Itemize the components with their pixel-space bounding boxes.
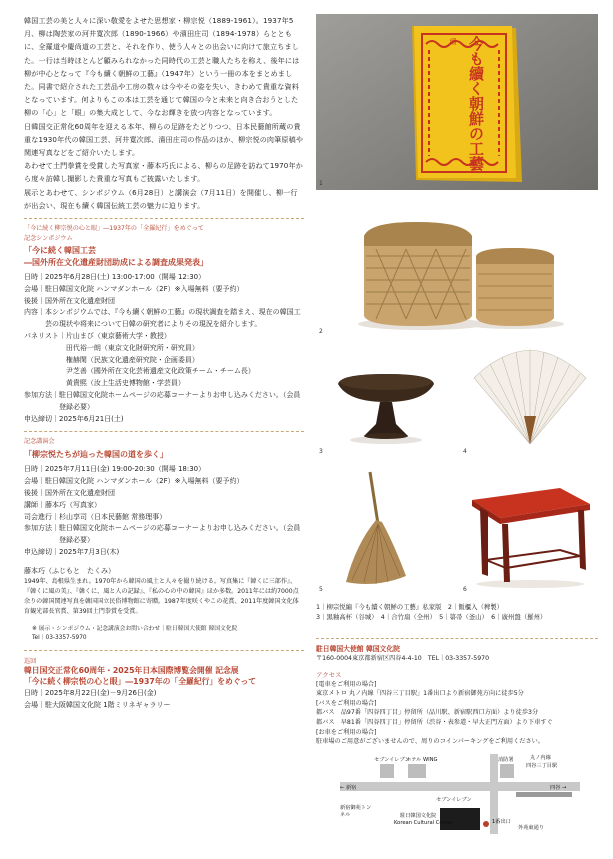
value: 本シンポジウムでは、『今も續く朝鮮の工藝』の現状調査を踏まえ、現在の韓国工芸の現状や将来について日韓の研究者によりその現況を紹介します。 xyxy=(45,308,301,329)
value: 2025年7月3日(木) xyxy=(59,547,120,556)
divider xyxy=(24,218,304,219)
label: 講師｜ xyxy=(24,500,45,509)
book-small-text: 續 xyxy=(449,38,457,45)
photo-number-5: 5 xyxy=(319,586,323,593)
panelist: 片山まび（東京藝術大学・教授） xyxy=(65,332,171,341)
tour-date xyxy=(24,688,304,700)
symposium-panelists xyxy=(24,331,304,390)
panelist: 権赫閑（民族文化遺産研究院・企画委員） xyxy=(65,355,199,364)
intro-paragraph: 韓国工芸の美と人々に深い敬愛をよせた思想家・柳宗悦（1889-1961）。1937年5月、柳は陶芸家の河井寛次郎（1890-1966）や濱田庄司（1894-1978）らとともに、全羅道や慶尚道の工芸と、それを作り、使う人々との出会いに向けて旅立ちました。一行は当時ほとんど顧みられなかった同時代の工芸と職人たちを称え、後年には柳が中心となって『今も續く朝鮮の工藝』（1947年）という一冊の本をまとめました。同書で紹介された工芸品や工房の数々は今やその姿を失い、きわめて貴重な資料となっています。何よりもこの本は工芸を通じて韓国の今と未来と向き合おうとした柳の「心」と「眼」の集大成として、今なお輝きを放つ内容となっています。 xyxy=(24,16,300,118)
value: 駐日韓国文化院 ハンマダンホール（2F）※入場無料（要予約） xyxy=(45,477,244,486)
bus-heading: [バスをご利用の場合] xyxy=(316,699,377,707)
symposium-title-line1: 「今に続く韓国工芸 xyxy=(24,246,96,256)
value: 2025年8月22日(金)－9月26日(金) xyxy=(45,688,157,697)
tour-venue xyxy=(24,700,304,712)
access-map xyxy=(340,754,580,834)
venue-address: 〒160-0004東京都新宿区四谷4-4-10 TEL｜03-3357-5970 xyxy=(316,655,490,662)
panelist: 尹芝善（國外所在文化芸術遺産文化政策チーム・チーム長） xyxy=(65,367,255,376)
divider xyxy=(24,650,304,651)
tour-title-line2: 「今に続く柳宗悦の心と眼」―1937年の「全羅紀行」をめぐって xyxy=(24,677,257,687)
symposium-venue xyxy=(24,284,304,296)
bus-info-1: 都バス 品97番「四谷四丁目」停留所（品川駅、新宿駅西口方面）より徒歩3分 xyxy=(316,709,539,717)
fan-illustration xyxy=(460,344,598,456)
book-title: 今も續く朝鮮の工藝 xyxy=(467,36,485,171)
train-heading: [電車をご利用の場合] xyxy=(316,680,377,688)
label: 申込締切｜ xyxy=(24,547,59,556)
table-illustration xyxy=(460,464,598,594)
tour-label: 巡回 xyxy=(24,657,37,665)
left-column xyxy=(24,14,304,711)
label: 参加方法｜ xyxy=(24,391,59,400)
symposium-title-line2: ―国外所在文化遺産財団助成による調査成果発表」 xyxy=(24,257,208,267)
map-label: 外苑東通り xyxy=(518,825,544,831)
symposium-pre2: 記念シンポジウム xyxy=(24,234,73,242)
value: 駐日韓国文化院 ハンマダンホール（2F）※入場無料（要予約） xyxy=(45,284,244,293)
label: 内容｜ xyxy=(24,308,45,317)
label: 後援｜ xyxy=(24,489,45,497)
photo-number-6: 6 xyxy=(463,586,467,593)
label: 会場｜ xyxy=(24,284,45,293)
map-label: セブンイレブン xyxy=(436,797,472,803)
contact-tel: Tel｜03-3357-5970 xyxy=(32,635,87,642)
label: 日時｜ xyxy=(24,273,45,282)
panelist: 田代裕一朗（東京文化財研究所・研究員） xyxy=(65,343,199,352)
label: 後援｜ xyxy=(24,296,45,305)
lecture-speaker xyxy=(24,500,304,512)
intro-paragraph: 展示とあわせて、シンポジウム（6月28日）と講演会（7月11日）を開催し、柳一行が出会い、現在も續く韓国伝統工芸の魅力に迫ります。 xyxy=(24,187,298,210)
label: パネリスト｜ xyxy=(24,332,66,341)
photo-number-3: 3 xyxy=(319,448,323,455)
map-label: Korean Cultural Center xyxy=(394,820,454,826)
label: 司会進行｜ xyxy=(24,512,59,521)
value: 国外所在文化遺産財団 xyxy=(45,489,115,497)
photo-tray-table xyxy=(460,464,598,594)
intro-paragraph: あわせて土門拳賞を受賞した写真家・藤本巧氏による、柳らの足跡を訪ねて1970年から度々訪韓し撮影した貴重な写真もご披露いたします。 xyxy=(24,161,303,184)
value: 駐日韓国文化院ホームページの応募コーナーよりお申し込みください。（会員登録必要） xyxy=(59,391,301,411)
photo-number-2: 2 xyxy=(319,328,323,335)
train-info: 東京メトロ 丸ノ内線「四谷三丁目駅」1番出口より新宿御苑方向に徒歩5分 xyxy=(316,690,524,698)
photo-stem-bowl xyxy=(316,344,454,456)
caption-line: 3｜黒釉高杯（谷城） 4｜合竹扇（全州） 5｜箒帚（釜山） 6｜廣州盤（羅州） xyxy=(316,613,547,621)
map-label: ホテル WING xyxy=(406,757,438,763)
map-label: セブンイレブン xyxy=(374,757,410,763)
value: 国外所在文化遺産財団 xyxy=(45,296,115,305)
tour-title-line1: 韓日国交正常化60周年・2025年日本国際博覧会開催 記念展 xyxy=(24,665,239,675)
contact-info xyxy=(24,625,304,644)
access-heading: アクセス xyxy=(316,670,342,679)
broom-illustration xyxy=(316,464,454,594)
speaker-bio: 1949年、島根県生まれ。1970年から韓国の風土と人々を撮り続ける。写真集に『韓くに三部作』、『韓くに風の美』、『韓くに、風と人の記録』、『私の心の中の韓国』ほか多数。2011年には約7000点余りの韓国関連写真を韓国国立民俗博物館に寄贈。1987年度咲くやこの花賞、2011年度韓国文化体育観光部長官賞、第39回土門拳賞を受賞。 xyxy=(24,577,299,615)
venue-info xyxy=(316,638,598,747)
lecture-date xyxy=(24,464,304,476)
caption-line: 1｜柳宗悦編『今も續く朝鮮の工藝』私家版 2｜飯櫃入（稗製） xyxy=(316,603,504,611)
lecture-section xyxy=(24,437,304,643)
car-info: 駐車場のご用意がございませんので、周りのコインパーキングをご利用ください。 xyxy=(316,738,545,746)
symposium-deadline xyxy=(24,414,304,426)
intro-text xyxy=(24,14,304,212)
car-heading: [お車をご利用の場合] xyxy=(316,728,377,736)
venue-name: 駐日韓国大使館 韓国文化院 xyxy=(316,645,400,653)
lecture-sponsor xyxy=(24,488,304,500)
panelist: 黄貴熙（汝上生活史博物館・学芸員） xyxy=(65,379,185,388)
label: 申込締切｜ xyxy=(24,414,59,423)
intro-paragraph: 日韓国交正常化60周年を迎える本年、柳らの足跡をたどりつつ、日本民藝館所蔵の貴重な1930年代の韓国工芸、河井寛次郎、濱田庄司の作品のほか、柳宗悦の肉筆原稿や関連写真などをご紹介いたします。 xyxy=(24,121,304,158)
map-label: 丸ノ内線 xyxy=(530,755,551,761)
map-label: ← 新宿 xyxy=(340,785,357,791)
baskets-illustration xyxy=(316,194,598,338)
symposium-title xyxy=(24,245,304,268)
map-label: 駐日韓国文化院 xyxy=(400,813,437,819)
map-label: 四谷三丁目駅 xyxy=(526,763,558,769)
bus-info-2: 都バス 早81番「四谷四丁目」停留所（渋谷・表参道・早大正門方面）より下車すぐ xyxy=(316,718,553,726)
symposium-section xyxy=(24,224,304,425)
speaker-name: 藤本巧（ふじもと たくみ） xyxy=(24,566,115,575)
label: 会場｜ xyxy=(24,700,45,709)
photo-broom xyxy=(316,464,454,594)
value: 藤本巧（写真家） xyxy=(45,500,101,509)
value: 2025年7月11日(金) 19:00-20:30（開場 18:30） xyxy=(45,465,206,474)
value: 2025年6月21日(土) xyxy=(59,414,124,423)
label: 参加方法｜ xyxy=(24,524,59,533)
photo-number-4: 4 xyxy=(463,448,467,455)
photo-book xyxy=(316,14,598,190)
map-label: 四谷 → xyxy=(550,785,567,791)
label: 会場｜ xyxy=(24,477,45,486)
tour-section xyxy=(24,656,304,712)
symposium-sponsor xyxy=(24,296,304,308)
map-label: 消防署 xyxy=(498,757,514,763)
value: 杉山享司（日本民藝館 常務理事） xyxy=(59,512,167,521)
value: 2025年6月28日(土) 13:00-17:00（開場 12:30） xyxy=(45,273,206,282)
lecture-venue xyxy=(24,476,304,488)
photo-baskets xyxy=(316,194,598,338)
photo-fan xyxy=(460,344,598,456)
lecture-apply xyxy=(24,523,304,547)
symposium-apply xyxy=(24,390,304,414)
symposium-pre: 「今に続く柳宗悦の心と眼」―1937年の「全羅紀行」をめぐって xyxy=(24,225,204,233)
lecture-pre: 記念講演会 xyxy=(24,438,55,446)
value: 駐日韓国文化院ホームページの応募コーナーよりお申し込みください。（会員登録必要） xyxy=(59,524,301,545)
lecture-deadline xyxy=(24,547,304,559)
photo-number-1: 1 xyxy=(319,180,323,187)
map-label: 1番出口 xyxy=(492,819,511,825)
lecture-title: 「柳宗悦たちが辿った韓国の道を歩く」 xyxy=(24,449,168,459)
divider xyxy=(316,638,598,639)
photo-captions xyxy=(316,602,598,622)
panelist-list xyxy=(66,331,304,390)
map-label: 新宿御苑トンネル xyxy=(340,805,372,818)
lecture-mc xyxy=(24,512,304,524)
value: 駐大阪韓国文化院 1階ミリネギャラリー xyxy=(45,700,171,709)
label: 日時｜ xyxy=(24,688,45,697)
divider xyxy=(24,431,304,432)
symposium-date xyxy=(24,272,304,284)
bowl-illustration xyxy=(316,344,454,456)
symposium-content xyxy=(24,307,304,331)
contact-line: ※ 展示・シンポジウム・記念講演会お問い合わせ｜駐日韓国大使館 韓国文化院 xyxy=(32,625,238,632)
label: 日時｜ xyxy=(24,465,45,474)
